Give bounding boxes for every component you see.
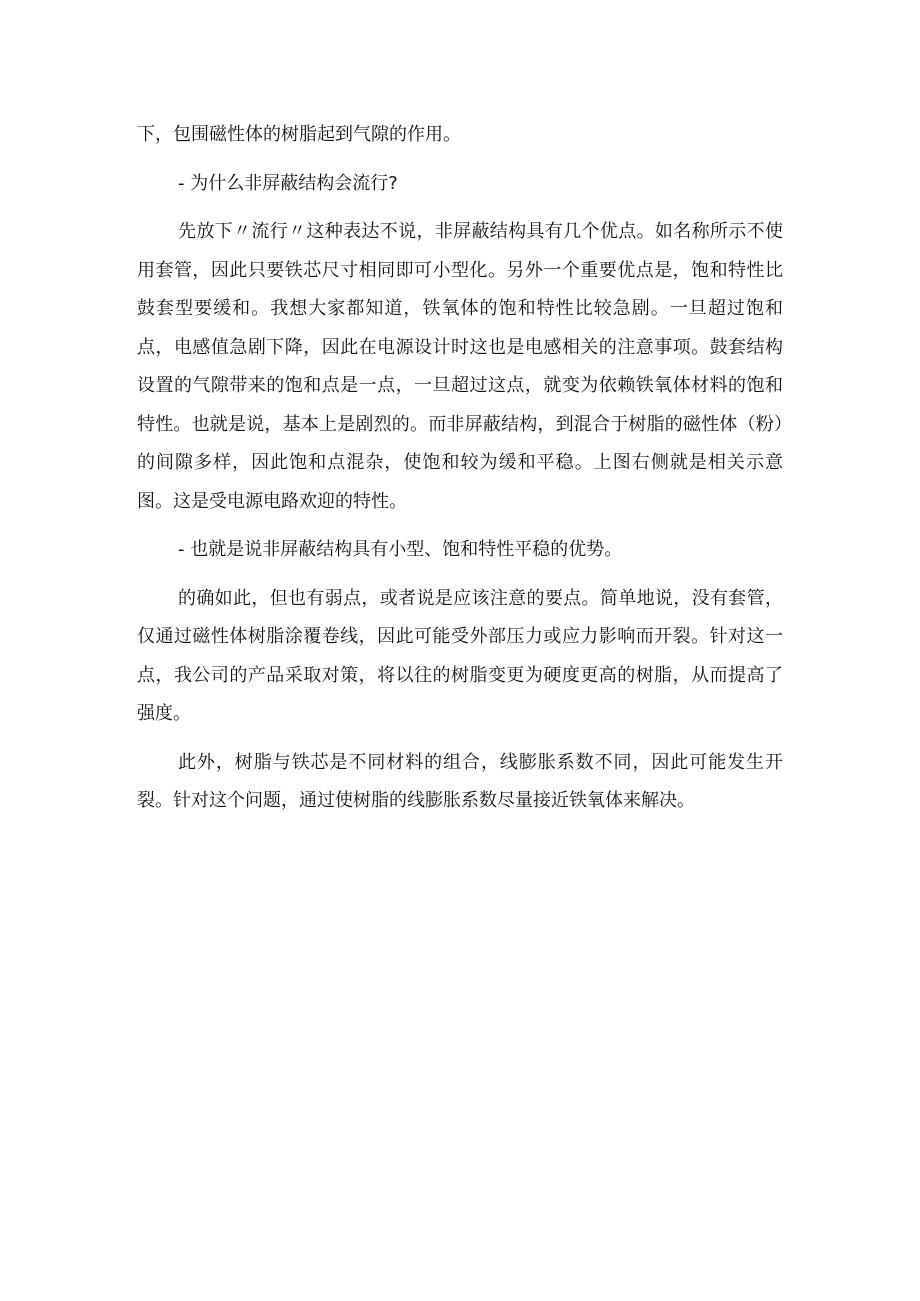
paragraph-continuation: 下，包围磁性体的树脂起到气隙的作用。 (137, 124, 461, 145)
document-body (137, 116, 783, 831)
interview-answer: 此外，树脂与铁芯是不同材料的组合，线膨胀系数不同，因此可能发生开裂。针对这个问题，通过使树脂的线膨胀系数尽量接近铁氧体来解决。 (137, 751, 783, 811)
interview-answer: 的确如此，但也有弱点，或者说是应该注意的要点。简单地说，没有套管，仅通过磁性体树脂涂覆卷线，因此可能受外部压力或应力影响而开裂。针对这一点，我公司的产品采取对策，将以往的树脂变更为硬度更高的树脂，从而提高了强度。 (137, 587, 783, 724)
interview-question: - 也就是说非屏蔽结构具有小型、饱和特性平稳的优势。 (178, 539, 623, 560)
interview-question: - 为什么非屏蔽结构会流行? (178, 172, 398, 194)
interview-answer: 先放下〃流行〃这种表达不说，非屏蔽结构具有几个优点。如名称所示不使用套管，因此只要铁芯尺寸相同即可小型化。另外一个重要优点是，饱和特性比鼓套型要缓和。我想大家都知道，铁氧体的饱和特性比较急剧。一旦超过饱和点，电感值急剧下降，因此在电源设计时这也是电感相关的注意事项。鼓套结构设置的气隙带来的饱和点是一点，一旦超过这点，就变为依赖铁氧体材料的饱和特性。也就是说，基本上是剧烈的。而非屏蔽结构，到混合于树脂的磁性体（粉）的间隙多样，因此饱和点混杂，使饱和较为缓和平稳。上图右侧就是相关示意图。这是受电源电路欢迎的特性。 (137, 221, 783, 512)
